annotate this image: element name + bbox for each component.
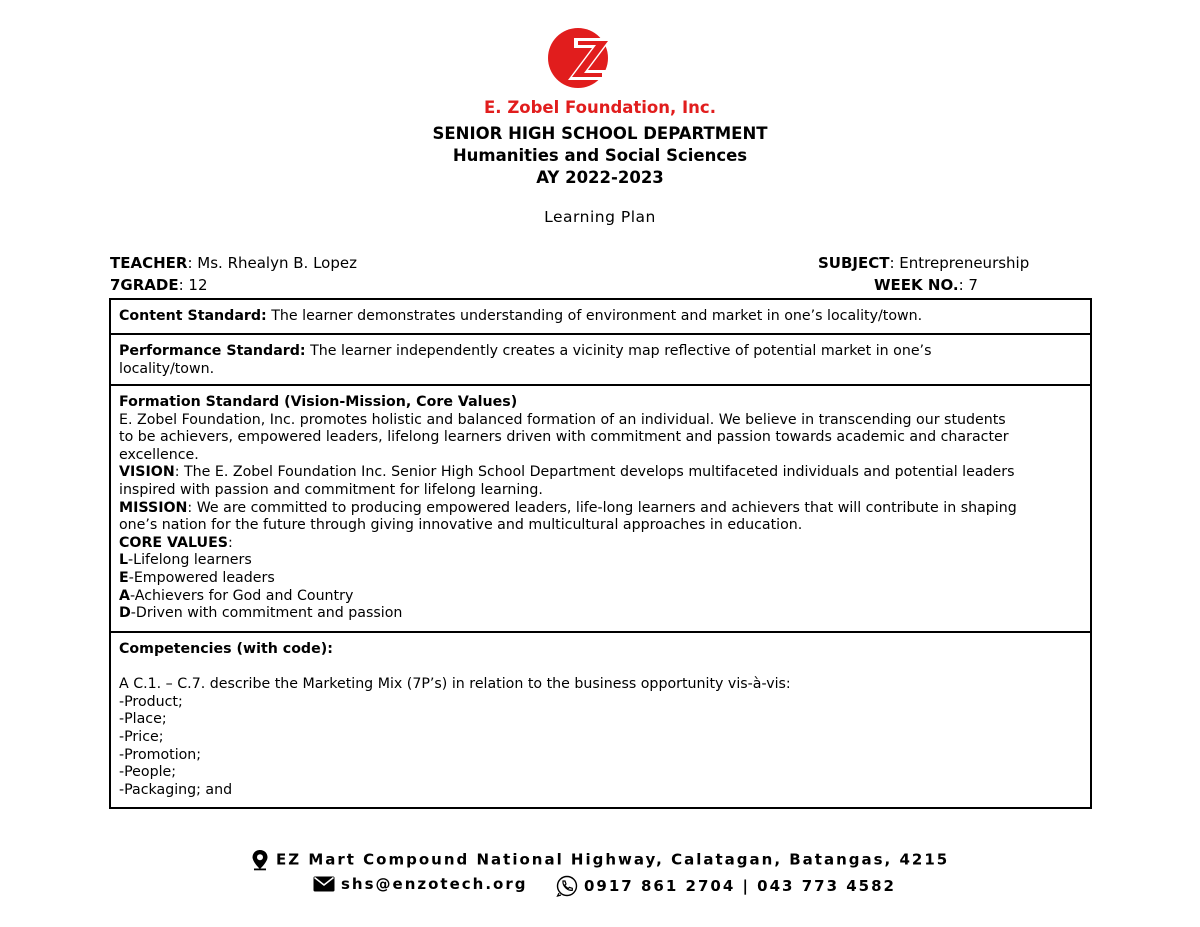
subject-field <box>818 253 1029 273</box>
grade-field <box>110 275 208 295</box>
footer-address <box>0 849 1200 871</box>
core-value-text: -Driven with commitment and passion <box>130 605 403 622</box>
core-value-letter: E <box>119 569 129 586</box>
envelope-icon <box>313 876 335 892</box>
performance-standard-text: The learner independently creates a vicinity map reflective of potential market in one’s <box>305 343 932 359</box>
content-standard-label: Content Standard: <box>119 308 267 324</box>
core-value-text: -Lifelong learners <box>128 552 252 569</box>
core-values-label: CORE VALUES <box>119 534 228 551</box>
org-name: E. Zobel Foundation, Inc. <box>484 98 716 117</box>
teacher-label: TEACHER <box>110 254 188 272</box>
core-value-item <box>119 588 1082 606</box>
strand-title: Humanities and Social Sciences <box>452 146 748 165</box>
performance-standard-cell <box>111 335 1090 386</box>
performance-standard-text-cont: locality/town. <box>119 360 215 377</box>
week-field <box>874 275 978 295</box>
competency-item: -People; <box>119 764 177 781</box>
formation-intro: excellence. <box>119 446 199 463</box>
content-standard-cell <box>111 300 1090 335</box>
core-value-letter: D <box>119 605 131 622</box>
address-text: EZ Mart Compound National Highway, Calatagan, Batangas, 4215 <box>275 850 950 869</box>
core-value-text: -Achievers for God and Country <box>129 587 354 604</box>
teacher-field <box>110 253 357 273</box>
phone-item <box>556 875 896 897</box>
core-value-item <box>119 570 1082 588</box>
mission-label: MISSION <box>119 499 188 516</box>
week-value: : 7 <box>958 276 978 294</box>
email-item <box>313 875 527 893</box>
core-value-item <box>119 605 1082 623</box>
ez-logo <box>544 22 616 90</box>
grade-label: 7GRADE <box>110 276 179 294</box>
document-title: Learning Plan <box>544 208 656 226</box>
competency-item: -Product; <box>119 693 183 710</box>
mission-text: one’s nation for the future through giving innovative and multicultural approaches in education. <box>119 517 803 534</box>
vision-text: : The E. Zobel Foundation Inc. Senior High School Department develops multifaceted individuals and potential leaders <box>174 464 1015 481</box>
competencies-cell <box>111 633 1090 807</box>
vision-text: inspired with passion and commitment for lifelong learning. <box>119 481 543 498</box>
formation-intro: to be achievers, empowered leaders, lifelong learners driven with commitment and passion towards academic and character <box>119 429 1009 446</box>
formation-standard-cell <box>111 386 1090 633</box>
competency-item: -Price; <box>119 728 164 745</box>
phone-text[interactable]: 0917 861 2704 | 043 773 4582 <box>584 877 896 895</box>
email-text[interactable]: shs@enzotech.org <box>341 875 528 893</box>
content-standard-text: The learner demonstrates understanding of environment and market in one’s locality/town. <box>266 308 923 324</box>
formation-heading: Formation Standard (Vision-Mission, Core Values) <box>119 394 518 410</box>
competency-item: -Packaging; and <box>119 781 233 798</box>
core-value-letter: A <box>119 587 130 604</box>
performance-standard-label: Performance Standard: <box>119 343 306 359</box>
competency-item: -Place; <box>119 711 167 728</box>
week-label: WEEK NO. <box>874 276 959 294</box>
vision-label: VISION <box>119 464 175 481</box>
location-pin-icon <box>251 849 269 871</box>
subject-label: SUBJECT <box>818 254 890 272</box>
mission-text: : We are committed to producing empowered leaders, life-long learners and achievers that will contribute in shaping <box>187 499 1017 516</box>
core-value-letter: L <box>119 552 129 569</box>
teacher-value: : Ms. Rhealyn B. Lopez <box>187 254 357 272</box>
department-title: SENIOR HIGH SCHOOL DEPARTMENT <box>432 124 768 143</box>
competencies-heading: Competencies (with code): <box>119 641 333 657</box>
core-value-item <box>119 552 1082 570</box>
spacer <box>119 659 1082 677</box>
learning-plan-table <box>109 298 1092 809</box>
core-values-colon: : <box>228 534 233 551</box>
competency-item: -Promotion; <box>119 746 202 763</box>
grade-value: : 12 <box>178 276 208 294</box>
core-value-text: -Empowered leaders <box>128 569 275 586</box>
formation-intro: E. Zobel Foundation, Inc. promotes holistic and balanced formation of an individual. We believe in transcending our students <box>119 411 1006 428</box>
competencies-intro: A C.1. – C.7. describe the Marketing Mix (7P’s) in relation to the business opportunity vis-à-vis: <box>119 676 791 693</box>
phone-icon <box>556 875 578 897</box>
academic-year: AY 2022-2023 <box>536 168 664 187</box>
subject-value: : Entrepreneurship <box>889 254 1030 272</box>
